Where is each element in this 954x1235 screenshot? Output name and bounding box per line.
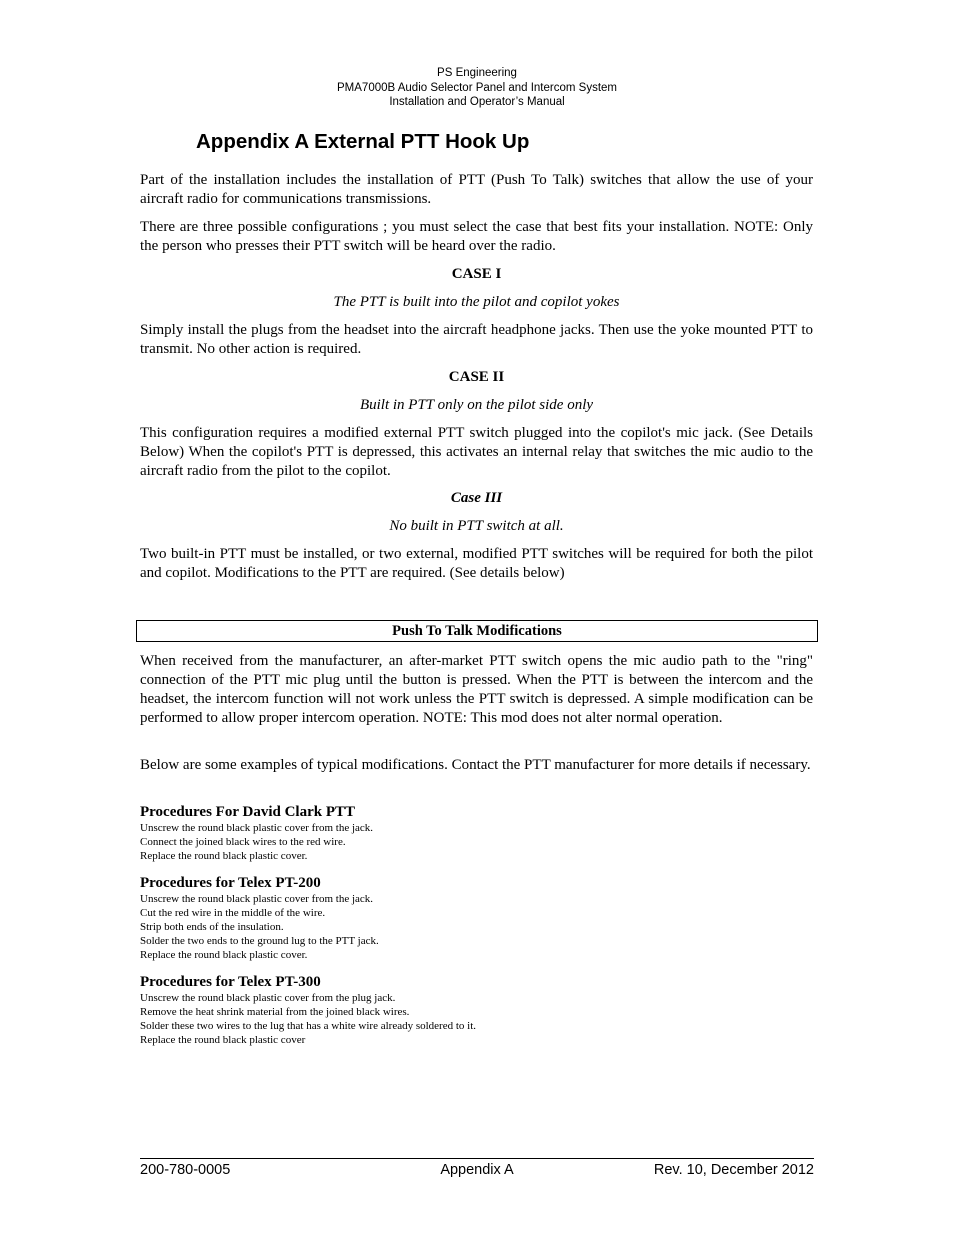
procedure-step: Replace the round black plastic cover. (140, 949, 308, 961)
procedure-step: Cut the red wire in the middle of the wire. (140, 907, 326, 919)
intro-paragraph-1: Part of the installation includes the installation of PTT (Push To Talk) switches that allow the use of your aircraft radio for communications transmissions. (140, 172, 813, 207)
footer-divider (140, 1158, 814, 1159)
procedure-step: Unscrew the round black plastic cover from the jack. (140, 893, 374, 905)
case-1-heading: CASE I (451, 266, 502, 282)
procedure-telex-pt200-steps (140, 892, 379, 962)
footer-section: Appendix A (440, 1162, 514, 1178)
footer-doc-number: 200-780-0005 (140, 1162, 231, 1178)
case-1-subtitle: The PTT is built into the pilot and copilot yokes (333, 294, 620, 310)
ptt-modifications-heading: Push To Talk Modifications (136, 620, 818, 642)
procedure-david-clark-steps (140, 821, 373, 863)
procedure-telex-pt200-title: Procedures for Telex PT-200 (140, 875, 321, 891)
case-2-subtitle: Built in PTT only on the pilot side only (359, 397, 594, 413)
procedure-step: Connect the joined black wires to the red wire. (140, 836, 346, 848)
case-3-heading: Case III (450, 490, 503, 506)
procedure-step: Strip both ends of the insulation. (140, 921, 284, 933)
procedure-step: Solder the two ends to the ground lug to the PTT jack. (140, 935, 379, 947)
case-2-heading: CASE II (448, 369, 505, 385)
procedure-step: Replace the round black plastic cover. (140, 850, 308, 862)
page-title: Appendix A External PTT Hook Up (196, 130, 530, 153)
procedure-david-clark-title: Procedures For David Clark PTT (140, 804, 355, 820)
modifications-paragraph-2: Below are some examples of typical modifications. Contact the PTT manufacturer for more details if necessary. (140, 757, 811, 773)
procedure-step: Solder these two wires to the lug that has a white wire already soldered to it. (140, 1020, 477, 1032)
procedure-step: Unscrew the round black plastic cover from the jack. (140, 822, 374, 834)
header-company: PS Engineering (437, 67, 517, 79)
procedure-telex-pt300-steps (140, 991, 476, 1047)
case-1-text: Simply install the plugs from the headset into the aircraft headphone jacks. Then use the yoke mounted PTT to transmit. No other action is required. (140, 322, 813, 357)
modifications-paragraph-1: When received from the manufacturer, an after-market PTT switch opens the mic audio path to the "ring" connection of the PTT mic plug until the button is pressed. When the PTT is between the intercom and the headset, the intercom function will not work unless the PTT switch is depressed. A simple modification can be performed to allow proper intercom operation. NOTE: This mod does not alter normal operation. (140, 653, 813, 726)
case-3-text: Two built-in PTT must be installed, or two external, modified PTT switches will be required for both the pilot and copilot. Modifications to the PTT are required. (See details below) (140, 546, 813, 581)
procedure-step: Remove the heat shrink material from the joined black wires. (140, 1006, 410, 1018)
procedure-step: Unscrew the round black plastic cover from the plug jack. (140, 992, 396, 1004)
case-2-text: This configuration requires a modified external PTT switch plugged into the copilot's mic jack. (See Details Below) When the copilot's PTT is depressed, this activates an internal relay that switches the mic audio to the aircraft radio from the pilot to the copilot. (140, 425, 813, 479)
header-product: PMA7000B Audio Selector Panel and Intercom System (337, 82, 617, 94)
intro-paragraph-2: There are three possible configurations ; you must select the case that best fits your installation. NOTE: Only the person who presses their PTT switch will be heard over the radio. (140, 219, 813, 254)
procedure-telex-pt300-title: Procedures for Telex PT-300 (140, 974, 321, 990)
case-3-subtitle: No built in PTT switch at all. (389, 518, 564, 534)
footer-revision: Rev. 10, December 2012 (653, 1162, 814, 1178)
header-manual: Installation and Operator’s Manual (389, 96, 565, 108)
procedure-step: Replace the round black plastic cover (140, 1034, 306, 1046)
